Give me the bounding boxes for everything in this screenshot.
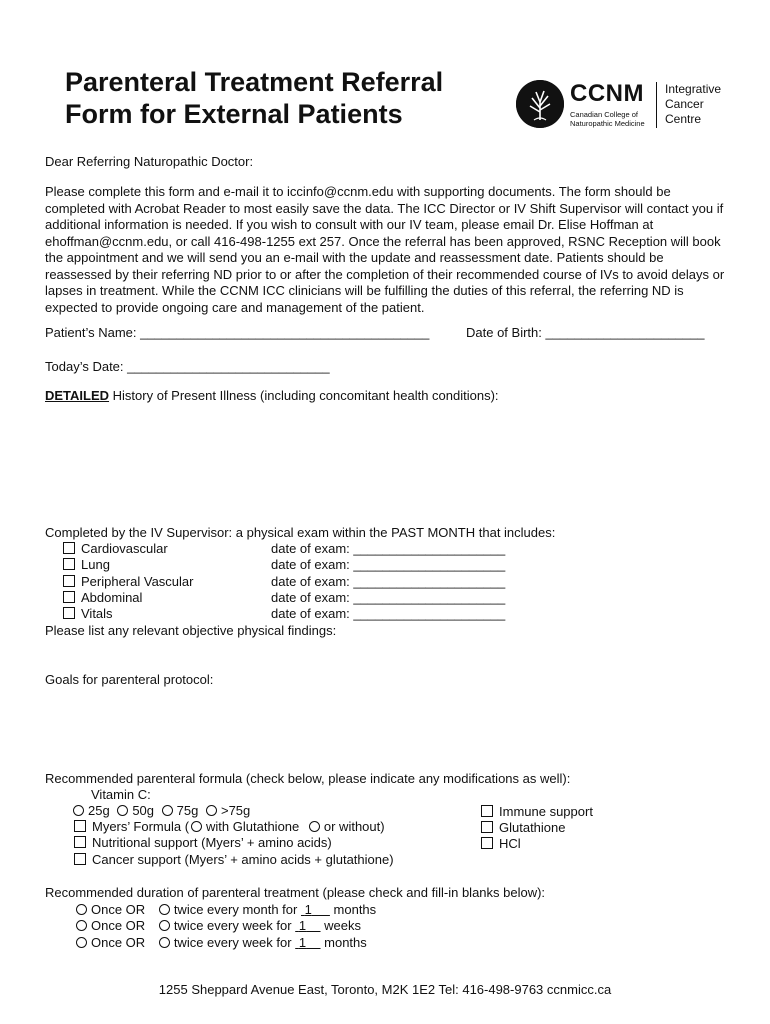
- date-of-birth-field[interactable]: Date of Birth: ______________________: [466, 325, 705, 340]
- title-line-2: Form for External Patients: [65, 99, 403, 129]
- salutation: Dear Referring Naturopathic Doctor:: [45, 154, 254, 169]
- logo-centre-line-2: Cancer: [665, 97, 704, 111]
- radio-button[interactable]: [191, 821, 202, 832]
- duration-heading: Recommended duration of parenteral treatment (please check and fill-in blanks below):: [45, 885, 546, 900]
- exam-date-field[interactable]: date of exam: _____________________: [271, 541, 506, 556]
- exam-name: Peripheral Vascular: [81, 574, 194, 589]
- duration-unit: months: [333, 902, 377, 917]
- vitamin-c-label: Vitamin C:: [91, 787, 151, 802]
- exam-date-field[interactable]: date of exam: _____________________: [271, 557, 506, 572]
- duration-row: [76, 935, 367, 951]
- frequency-label: twice every month for: [173, 902, 298, 917]
- immune-support-option: [481, 804, 593, 820]
- glutathione-option: [481, 820, 566, 836]
- radio-button[interactable]: [159, 920, 170, 931]
- radio-button[interactable]: [309, 821, 320, 832]
- detailed-emphasis: DETAILED: [45, 388, 110, 403]
- formula-heading: Recommended parenteral formula (check below, please indicate any modifications as well):: [45, 771, 571, 786]
- cancer-support-label: Cancer support (Myers’ + amino acids + glutathione): [92, 852, 394, 867]
- duration-value-field[interactable]: [295, 935, 320, 950]
- vitc-option-label: 50g: [132, 803, 155, 818]
- exam-name: Cardiovascular: [81, 541, 168, 556]
- checkbox[interactable]: [74, 820, 86, 832]
- frequency-label: twice every week for: [173, 935, 292, 950]
- logo-sub-line-2: Naturopathic Medicine: [570, 119, 645, 128]
- footer-address: 1255 Sheppard Avenue East, Toronto, M2K 1E2 Tel: 416-498-9763 ccnmicc.ca: [158, 982, 612, 997]
- radio-button[interactable]: [76, 937, 87, 948]
- duration-value: 1: [298, 935, 307, 950]
- duration-value: 1: [298, 918, 307, 933]
- checkbox[interactable]: [63, 591, 75, 603]
- once-label: Once OR: [91, 918, 146, 933]
- duration-value: 1: [304, 902, 312, 917]
- checkbox[interactable]: [63, 558, 75, 570]
- checkbox[interactable]: [63, 607, 75, 619]
- title-line-1: Parenteral Treatment Referral: [65, 67, 444, 97]
- intro-paragraph: Please complete this form and e-mail it to iccinfo@ccnm.edu with supporting documents. The form should be completed with Acrobat Reader to most easily save the data. The ICC Director or IV Shift Supervisor will contact you if additional information is needed. If you wish to consult with our IV team, please email Dr. Elise Hoffman at ehoffman@ccnm.edu, or call 416-498-1255 ext 257. Once the referral has been approved, RSNC Reception will book the appointment and we will send you an e-mail with the update and reassessment date. Patients should be reassessed by their referring ND prior to or after the completion of their recommended course of IVs to avoid delays or lapses in treatment. While the CCNM ICC clinicians will be fulfilling the duties of this referral, the referring ND is expected to provide ongoing care and management of the patient.: [45, 184, 725, 315]
- logo-centre-name: [665, 82, 721, 127]
- myers-formula-option: [74, 819, 385, 835]
- objective-findings-label: Please list any relevant objective physical findings:: [45, 623, 337, 638]
- radio-button[interactable]: [117, 805, 128, 816]
- checkbox[interactable]: [63, 542, 75, 554]
- tree-logo-icon: [516, 80, 564, 128]
- nutritional-support-option: [74, 835, 332, 851]
- patient-name-field[interactable]: Patient’s Name: ________________________________________: [45, 325, 430, 340]
- radio-button[interactable]: [76, 920, 87, 931]
- right-option-label: Immune support: [499, 804, 593, 819]
- radio-button[interactable]: [73, 805, 84, 816]
- radio-button[interactable]: [162, 805, 173, 816]
- exam-date-field[interactable]: date of exam: _____________________: [271, 574, 506, 589]
- cancer-support-option: [74, 852, 394, 868]
- right-option-label: Glutathione: [499, 820, 566, 835]
- exam-date-field[interactable]: date of exam: _____________________: [271, 590, 506, 605]
- duration-row: [76, 918, 361, 934]
- todays-date-field[interactable]: Today’s Date: ____________________________: [45, 359, 330, 374]
- right-option-label: HCl: [499, 836, 521, 851]
- radio-button[interactable]: [159, 937, 170, 948]
- logo-subtitle: [570, 110, 645, 128]
- checkbox[interactable]: [481, 837, 493, 849]
- nutritional-label: Nutritional support (Myers’ + amino acids): [92, 835, 332, 850]
- logo-centre-line-3: Centre: [665, 112, 702, 126]
- duration-unit: months: [324, 935, 367, 950]
- duration-row: [76, 902, 376, 918]
- logo-divider: [656, 82, 657, 128]
- goals-label: Goals for parenteral protocol:: [45, 672, 214, 687]
- hcl-option: [481, 836, 521, 852]
- exam-name: Lung: [81, 557, 110, 572]
- frequency-label: twice every week for: [173, 918, 292, 933]
- radio-button[interactable]: [76, 904, 87, 915]
- radio-button[interactable]: [159, 904, 170, 915]
- ccnm-logo: [516, 80, 736, 134]
- checkbox[interactable]: [481, 805, 493, 817]
- once-label: Once OR: [91, 935, 146, 950]
- vitc-option-label: 25g: [88, 803, 110, 818]
- history-label: [45, 388, 499, 405]
- checkbox[interactable]: [481, 821, 493, 833]
- vitc-option-label: 75g: [176, 803, 199, 818]
- duration-value-field[interactable]: [295, 918, 320, 933]
- exam-name: Abdominal: [81, 590, 143, 605]
- exam-heading: Completed by the IV Supervisor: a physical exam within the PAST MONTH that includes:: [45, 525, 556, 540]
- duration-unit: weeks: [324, 918, 361, 933]
- logo-centre-line-1: Integrative: [665, 82, 722, 96]
- checkbox[interactable]: [63, 575, 75, 587]
- radio-button[interactable]: [206, 805, 217, 816]
- vitc-option-label: >75g: [220, 803, 251, 818]
- with-glutathione-label: with Glutathione: [206, 819, 300, 834]
- logo-sub-line-1: Canadian College of: [570, 110, 638, 119]
- duration-value-field[interactable]: [301, 902, 330, 917]
- logo-wordmark: CCNM: [570, 80, 644, 107]
- exam-date-field[interactable]: date of exam: _____________________: [271, 606, 506, 621]
- or-without-label: or without): [323, 819, 385, 834]
- once-label: Once OR: [91, 902, 146, 917]
- checkbox[interactable]: [74, 836, 86, 848]
- form-title: [65, 66, 443, 130]
- myers-label: Myers’ Formula (: [92, 819, 190, 834]
- history-label-rest: History of Present Illness (including concomitant health conditions):: [109, 388, 499, 403]
- checkbox[interactable]: [74, 853, 86, 865]
- vitamin-c-options: [73, 803, 250, 819]
- exam-name: Vitals: [81, 606, 113, 621]
